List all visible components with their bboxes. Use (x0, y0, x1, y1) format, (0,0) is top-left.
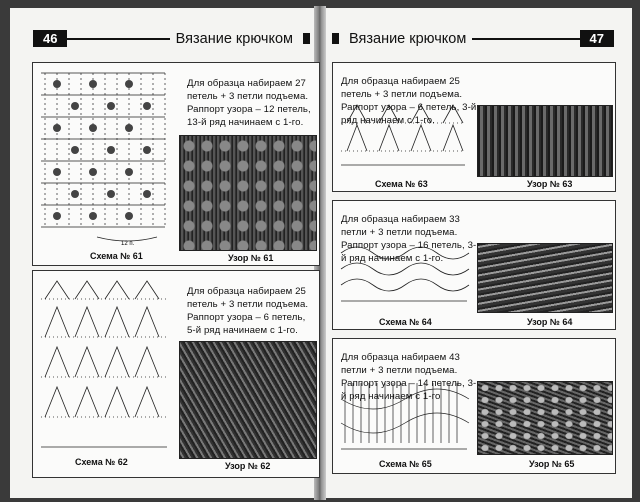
pattern-65-description: Для образца набираем 43 петли + 3 петли подъема. Раппорт узора – 14 петель, 3-й ряд начинаем с 1-го (341, 352, 477, 402)
pattern-65-panel (332, 338, 616, 474)
pattern-63-photo (477, 105, 613, 177)
pattern-62-photo (179, 341, 317, 459)
right-page-header (328, 30, 614, 47)
pattern-61-description: Для образца набираем 27 петель + 3 петли подъема. Раппорт узора – 12 петель, 13-й ряд начинаем с 1-го. (187, 78, 311, 128)
pattern-64-photo (477, 243, 613, 313)
pattern-63-description: Для образца набираем 25 петель + 3 петли подъема. Раппорт узора – 6 петель, 3-й ряд начинаем с 1-го. (341, 76, 477, 126)
book-title: Вязание крючком (175, 30, 293, 47)
page-number: 46 (33, 30, 67, 47)
left-page-header (33, 30, 314, 47)
pattern-62-description: Для образца набираем 25 петель + 3 петли подъема. Раппорт узора – 6 петель, 5-й ряд начинаем с 1-го. (187, 286, 309, 336)
pattern-64-panel (332, 200, 616, 330)
pattern-65-scheme-caption: Схема № 65 (379, 459, 432, 469)
pattern-65-photo (477, 381, 613, 455)
pattern-62-scheme-caption: Схема № 62 (75, 457, 128, 467)
pattern-62-photo-caption: Узор № 62 (225, 461, 271, 471)
pattern-64-scheme-caption: Схема № 64 (379, 317, 432, 327)
pattern-61-photo-caption: Узор № 61 (228, 253, 274, 263)
pattern-62-scheme (37, 277, 171, 455)
pattern-64-photo-caption: Узор № 64 (527, 317, 573, 327)
pattern-65-photo-caption: Узор № 65 (529, 459, 575, 469)
page-number: 47 (580, 30, 614, 47)
pattern-63-panel (332, 62, 616, 192)
pattern-63-scheme-caption: Схема № 63 (375, 179, 428, 189)
pattern-62-panel (32, 270, 320, 478)
pattern-64-description: Для образца набираем 33 петли + 3 петли подъема. Раппорт узора – 16 петель, 3-й ряд начинаем с 1-го. (341, 214, 477, 264)
svg-text:12 п.: 12 п. (121, 241, 135, 247)
pattern-61-scheme (37, 69, 171, 249)
pattern-61-panel (32, 62, 320, 266)
pattern-61-photo (179, 135, 317, 251)
pattern-63-photo-caption: Узор № 63 (527, 179, 573, 189)
pattern-61-scheme-caption: Схема № 61 (90, 251, 143, 261)
book-title: Вязание крючком (349, 30, 467, 47)
